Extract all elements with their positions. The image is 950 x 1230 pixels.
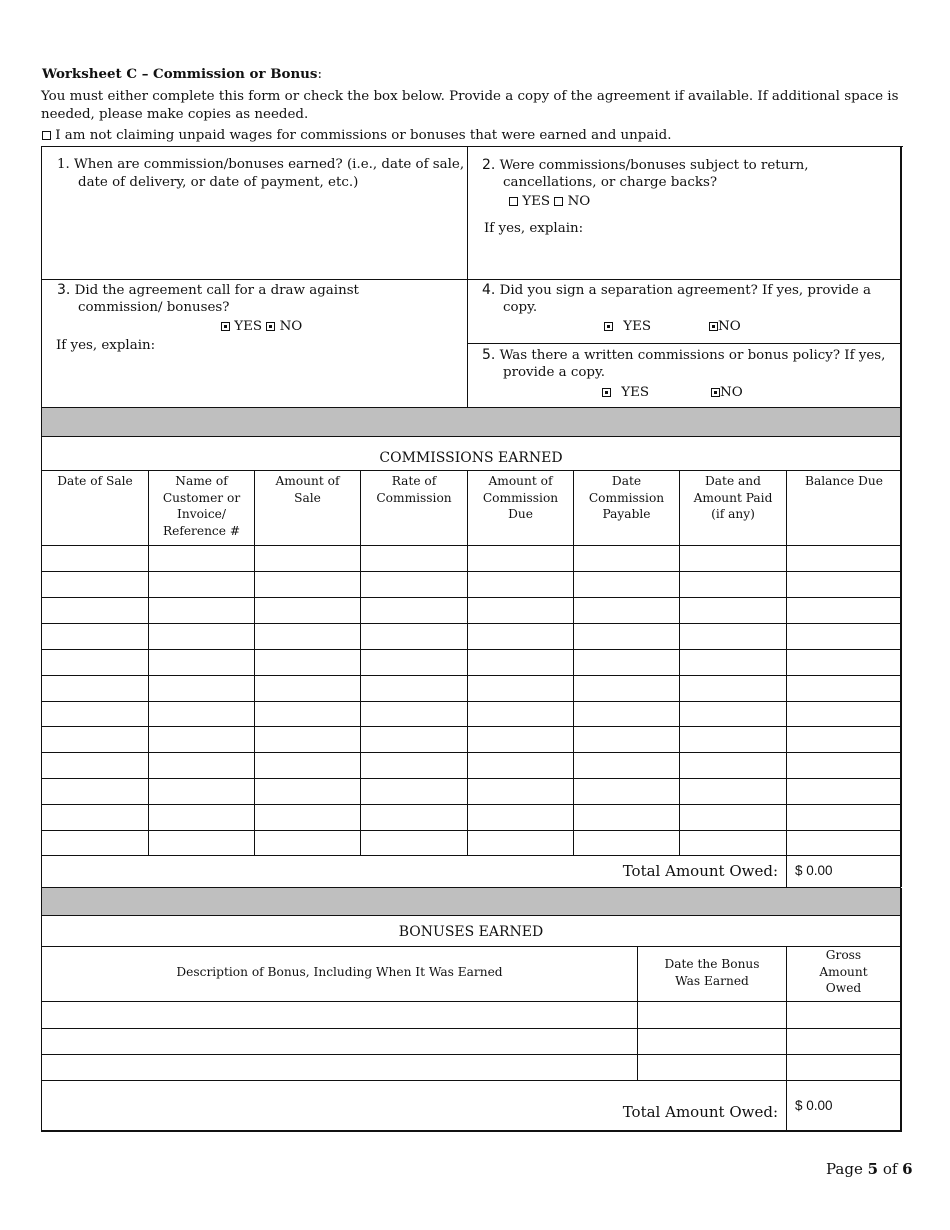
comm-col-header-line: Invoice/: [177, 507, 226, 521]
q-row-divider: [41, 279, 901, 280]
bonus-cell-input[interactable]: [43, 1030, 635, 1052]
comm-cell-input[interactable]: [256, 832, 358, 853]
comm-col-header-line: Amount of: [488, 474, 553, 488]
q3-text: [57, 281, 359, 300]
comm-cell-input[interactable]: [469, 754, 571, 776]
comm-col-header-line: Due: [508, 507, 533, 521]
not-claiming-row: [42, 127, 671, 145]
bonus-cell-input[interactable]: [788, 1056, 898, 1078]
comm-cell-input[interactable]: [150, 806, 252, 828]
comm-cell-input[interactable]: [256, 625, 358, 647]
comm-col-line: [467, 471, 468, 855]
comm-cell-input[interactable]: [362, 832, 465, 853]
comm-cell-input[interactable]: [788, 780, 899, 802]
commissions-heading: COMMISSIONS EARNED: [379, 450, 563, 466]
comm-cell-input[interactable]: [43, 728, 146, 750]
comm-row-line: [41, 597, 901, 598]
comm-col-header-line: Date: [611, 474, 642, 488]
comm-cell-input[interactable]: [575, 806, 677, 828]
comm-cell-input[interactable]: [469, 677, 571, 699]
q1-text-a: When are commission/bonuses earned? (i.e., date of sale,: [74, 157, 465, 172]
comm-cell-input[interactable]: [681, 599, 784, 621]
comm-row-line: [41, 855, 901, 856]
title-text: Worksheet C – Commission or Bonus: [42, 66, 318, 82]
not-claiming-label: I am not claiming unpaid wages for commissions or bonuses that were earned and unpaid.: [55, 128, 672, 143]
comm-header-bottom-line: [41, 545, 901, 546]
comm-cell-input[interactable]: [788, 728, 899, 750]
not-claiming-checkbox[interactable]: [42, 131, 51, 140]
comm-cell-input[interactable]: [256, 780, 358, 802]
comm-cell-input[interactable]: [362, 780, 465, 802]
comm-cell-input[interactable]: [256, 599, 358, 621]
footer-page-word: Page: [826, 1160, 868, 1178]
comm-cell-input[interactable]: [788, 754, 899, 776]
comm-cell-input[interactable]: [43, 703, 146, 724]
comm-row-line: [41, 623, 901, 624]
comm-cell-input[interactable]: [788, 651, 899, 673]
comm-cell-input[interactable]: [788, 677, 899, 699]
bonus-col-line: [637, 946, 638, 1080]
q5-yes-option: [602, 384, 649, 402]
comm-cell-input[interactable]: [469, 599, 571, 621]
q2-options: [509, 193, 590, 211]
comm-cell-input[interactable]: [681, 573, 784, 595]
q4-no-checkbox[interactable]: [709, 322, 718, 331]
bonus-total-value[interactable]: $ 0.00: [795, 1098, 833, 1113]
comm-cell-input[interactable]: [43, 832, 146, 853]
q1-text: [57, 156, 464, 174]
comm-col-line: [900, 471, 902, 855]
bonuses-heading: BONUSES EARNED: [398, 924, 544, 940]
comm-cell-input[interactable]: [575, 677, 677, 699]
comm-col-header-8: [787, 473, 901, 490]
q4-text-a: Did you sign a separation agreement? If yes, provide a: [499, 283, 872, 298]
comm-row-line: [41, 804, 901, 805]
comm-cell-input[interactable]: [681, 625, 784, 647]
bonus-col-date-line2: Was Earned: [675, 973, 749, 988]
comm-cell-input[interactable]: [575, 547, 677, 569]
page-footer: [826, 1160, 913, 1178]
comm-cell-input[interactable]: [150, 573, 252, 595]
bonus-col-line: [786, 946, 787, 1132]
q1-number: 1.: [57, 157, 70, 172]
footer-page-total: 6: [902, 1160, 913, 1178]
worksheet-title: [42, 65, 322, 84]
comm-cell-input[interactable]: [256, 806, 358, 828]
q2-no-checkbox[interactable]: [554, 197, 563, 206]
comm-cell-input[interactable]: [362, 728, 465, 750]
comm-cell-input[interactable]: [469, 780, 571, 802]
q2-number: 2.: [482, 157, 496, 173]
q4-text: [482, 281, 871, 300]
bonus-bottom-border: [41, 1130, 902, 1132]
comm-col-header-3: [255, 473, 360, 506]
comm-col-line: [573, 471, 574, 855]
title-colon: :: [317, 67, 322, 82]
comm-total-label: Total Amount Owed:: [622, 862, 778, 880]
comm-col-line: [679, 471, 680, 855]
comm-cell-input[interactable]: [788, 806, 899, 828]
comm-cell-input[interactable]: [575, 599, 677, 621]
comm-cell-input[interactable]: [150, 547, 252, 569]
q2-text-b: cancellations, or charge backs?: [503, 175, 718, 190]
comm-col-header-line: Rate of: [391, 474, 437, 488]
comm-cell-input[interactable]: [362, 677, 465, 699]
comm-cell-input[interactable]: [469, 728, 571, 750]
comm-cell-input[interactable]: [681, 651, 784, 673]
q4-number: 4.: [482, 282, 496, 298]
comm-cell-input[interactable]: [150, 703, 252, 724]
bonus-col-gross-line3: Owed: [825, 981, 862, 995]
bonus-row-line: [41, 1001, 901, 1002]
bonus-cell-input[interactable]: [788, 1003, 898, 1026]
comm-total-value[interactable]: $ 0.00: [795, 863, 833, 878]
bonuses-shaded-band: [42, 888, 900, 915]
bonus-col-gross-header: [787, 947, 900, 997]
comm-cell-input[interactable]: [362, 599, 465, 621]
comm-cell-input[interactable]: [681, 703, 784, 724]
comm-row-line: [41, 752, 901, 753]
bonus-cell-input[interactable]: [43, 1003, 635, 1026]
comm-cell-input[interactable]: [469, 832, 571, 853]
comm-col-header-6: [574, 473, 679, 523]
comm-cell-input[interactable]: [788, 573, 899, 595]
q2-yes-label: YES: [522, 194, 551, 209]
comm-col-header-2: [149, 473, 254, 539]
comm-cell-input[interactable]: [150, 832, 252, 853]
comm-col-line: [360, 471, 361, 855]
comm-col-header-1: [42, 473, 148, 490]
q5-text: [482, 346, 885, 365]
comm-col-header-line: Commission: [482, 490, 559, 505]
comm-cell-input[interactable]: [362, 573, 465, 595]
comm-row-line: [41, 778, 901, 779]
comm-cell-input[interactable]: [469, 806, 571, 828]
bonus-cell-input[interactable]: [788, 1030, 898, 1052]
comm-row-line: [41, 571, 901, 572]
q1-text-b: date of delivery, or date of payment, etc.): [78, 175, 359, 190]
comm-cell-input[interactable]: [256, 573, 358, 595]
comm-cell-input[interactable]: [43, 573, 146, 595]
comm-cell-input[interactable]: [150, 599, 252, 621]
comm-col-header-line: (if any): [711, 507, 755, 521]
q3-yes-checkbox[interactable]: [221, 322, 230, 331]
comm-heading-bottom: [41, 470, 901, 471]
q4-no-option: [709, 318, 741, 336]
comm-cell-input[interactable]: [575, 832, 677, 853]
comm-cell-input[interactable]: [681, 547, 784, 569]
comm-cell-input[interactable]: [43, 754, 146, 776]
q4-text-b: copy.: [503, 300, 538, 315]
q2-yes-checkbox[interactable]: [509, 197, 518, 206]
q5-yes-label: YES: [621, 385, 650, 400]
bonus-cell-input[interactable]: [43, 1056, 635, 1078]
comm-row-line: [41, 675, 901, 676]
comm-col-line: [254, 471, 255, 855]
comm-cell-input[interactable]: [681, 754, 784, 776]
bonus-band-bottom: [41, 915, 901, 916]
comm-col-header-line: Balance Due: [805, 474, 883, 488]
comm-cell-input[interactable]: [788, 832, 899, 853]
comm-cell-input[interactable]: [575, 625, 677, 647]
comm-cell-input[interactable]: [469, 573, 571, 595]
comm-cell-input[interactable]: [150, 780, 252, 802]
comm-col-header-line: Date and: [705, 474, 761, 488]
comm-cell-input[interactable]: [362, 651, 465, 673]
comm-cell-input[interactable]: [362, 547, 465, 569]
comm-cell-input[interactable]: [362, 703, 465, 724]
footer-of-word: of: [878, 1160, 903, 1178]
bonus-cell-input[interactable]: [639, 1003, 784, 1026]
bonus-total-label: Total Amount Owed:: [622, 1103, 778, 1121]
bonus-row-line: [41, 1054, 901, 1055]
q5-yes-checkbox[interactable]: [602, 388, 611, 397]
q5-text-b: provide a copy.: [503, 365, 606, 380]
comm-cell-input[interactable]: [362, 625, 465, 647]
bonus-heading-bottom: [41, 946, 901, 947]
comm-col-header-line: Commission: [588, 490, 665, 505]
comm-cell-input[interactable]: [681, 677, 784, 699]
q4-yes-option: [604, 318, 651, 336]
comm-cell-input[interactable]: [575, 651, 677, 673]
bonus-row-line: [41, 1028, 901, 1029]
comm-cell-input[interactable]: [256, 728, 358, 750]
comm-cell-input[interactable]: [150, 625, 252, 647]
q3-explain: If yes, explain:: [56, 338, 156, 353]
comm-cell-input[interactable]: [575, 780, 677, 802]
comm-col-header-line: Sale: [294, 490, 321, 505]
bonus-cell-input[interactable]: [639, 1056, 784, 1078]
comm-cell-input[interactable]: [575, 573, 677, 595]
comm-col-header-line: Amount Paid: [693, 490, 773, 505]
q3-yes-label: YES: [234, 319, 263, 334]
q3-no-label: NO: [279, 319, 303, 334]
comm-col-line: [786, 471, 787, 855]
comm-cell-input[interactable]: [469, 703, 571, 724]
q3-number: 3.: [57, 282, 71, 298]
comm-col-header-line: Date of Sale: [57, 474, 133, 488]
bonus-right-border: [900, 888, 902, 1132]
commissions-shaded-band: [42, 408, 900, 436]
q5-no-label: NO: [720, 385, 743, 400]
comm-cell-input[interactable]: [469, 625, 571, 647]
comm-cell-input[interactable]: [256, 547, 358, 569]
comm-row-line: [41, 726, 901, 727]
comm-cell-input[interactable]: [469, 651, 571, 673]
bonus-row-line: [41, 1080, 901, 1081]
comm-cell-input[interactable]: [43, 547, 146, 569]
comm-cell-input[interactable]: [681, 780, 784, 802]
comm-col-header-5: [468, 473, 573, 523]
q2-explain: If yes, explain:: [484, 221, 584, 236]
q4-yes-label: YES: [623, 319, 652, 334]
comm-cell-input[interactable]: [788, 703, 899, 724]
comm-col-header-4: [361, 473, 467, 506]
comm-cell-input[interactable]: [256, 754, 358, 776]
q4-no-label: NO: [718, 319, 741, 334]
comm-right-border: [900, 408, 902, 471]
comm-cell-input[interactable]: [788, 599, 899, 621]
comm-cell-input[interactable]: [362, 754, 465, 776]
q3-no-checkbox[interactable]: [266, 322, 275, 331]
bonus-col-desc-header: Description of Bonus, Including When It Was Earned: [176, 965, 503, 979]
comm-cell-input[interactable]: [788, 625, 899, 647]
comm-cell-input[interactable]: [788, 547, 899, 569]
footer-page-number: 5: [867, 1160, 879, 1178]
bonus-col-gross-line1: Gross: [825, 948, 862, 962]
comm-cell-input[interactable]: [681, 806, 784, 828]
comm-cell-input[interactable]: [575, 728, 677, 750]
comm-cell-input[interactable]: [150, 728, 252, 750]
comm-total-right-border: [900, 855, 902, 887]
q3-text-a: Did the agreement call for a draw against: [74, 283, 359, 298]
comm-col-header-line: Amount of: [275, 474, 340, 488]
q5-number: 5.: [482, 347, 496, 363]
comm-row-line: [41, 649, 901, 650]
comm-cell-input[interactable]: [43, 651, 146, 673]
q3-text-b: commission/ bonuses?: [78, 300, 230, 315]
comm-cell-input[interactable]: [150, 677, 252, 699]
comm-col-header-line: Name of: [175, 474, 228, 488]
q-top-border: [41, 146, 903, 147]
q5-no-option: [711, 384, 743, 402]
comm-total-divider: [786, 855, 787, 887]
comm-cell-input[interactable]: [43, 780, 146, 802]
comm-cell-input[interactable]: [469, 547, 571, 569]
comm-cell-input[interactable]: [43, 806, 146, 828]
comm-cell-input[interactable]: [575, 703, 677, 724]
comm-cell-input[interactable]: [362, 806, 465, 828]
comm-cell-input[interactable]: [575, 754, 677, 776]
comm-band-bottom: [41, 436, 901, 437]
comm-cell-input[interactable]: [43, 625, 146, 647]
q5-no-checkbox[interactable]: [711, 388, 720, 397]
bonus-col-gross-line2: Amount: [819, 964, 868, 979]
q5-text-a: Was there a written commissions or bonus policy? If yes,: [499, 348, 886, 363]
comm-row-line: [41, 701, 901, 702]
comm-cell-input[interactable]: [43, 677, 146, 699]
comm-cell-input[interactable]: [150, 754, 252, 776]
comm-cell-input[interactable]: [681, 728, 784, 750]
comm-cell-input[interactable]: [256, 677, 358, 699]
q4-q5-divider: [467, 343, 901, 344]
bonus-col-date-header: [638, 956, 786, 989]
q2-text: [482, 156, 809, 175]
bonus-col-date-line1: Date the Bonus: [664, 957, 760, 971]
comm-col-line: [148, 471, 149, 855]
comm-cell-input[interactable]: [150, 651, 252, 673]
q2-no-label: NO: [567, 194, 591, 209]
comm-cell-input[interactable]: [256, 651, 358, 673]
q2-text-a: Were commissions/bonuses subject to return,: [499, 158, 809, 173]
comm-col-header-line: Customer or: [162, 490, 241, 505]
comm-col-header-7: [680, 473, 786, 523]
comm-row-line: [41, 830, 901, 831]
intro-text: You must either complete this form or check the box below. Provide a copy of the agreement if available. If additional space is needed, please make copies as needed.: [41, 89, 899, 122]
comm-cell-input[interactable]: [43, 599, 146, 621]
comm-cell-input[interactable]: [681, 832, 784, 853]
outer-left-border: [41, 146, 42, 1132]
bonus-cell-input[interactable]: [639, 1030, 784, 1052]
q-mid-divider: [467, 146, 468, 408]
comm-col-header-line: Commission: [376, 490, 452, 505]
q4-yes-checkbox[interactable]: [604, 322, 613, 331]
q3-options: [221, 318, 302, 336]
comm-col-header-line: Reference #: [162, 523, 241, 538]
comm-cell-input[interactable]: [256, 703, 358, 724]
comm-col-header-line: Payable: [602, 507, 651, 521]
